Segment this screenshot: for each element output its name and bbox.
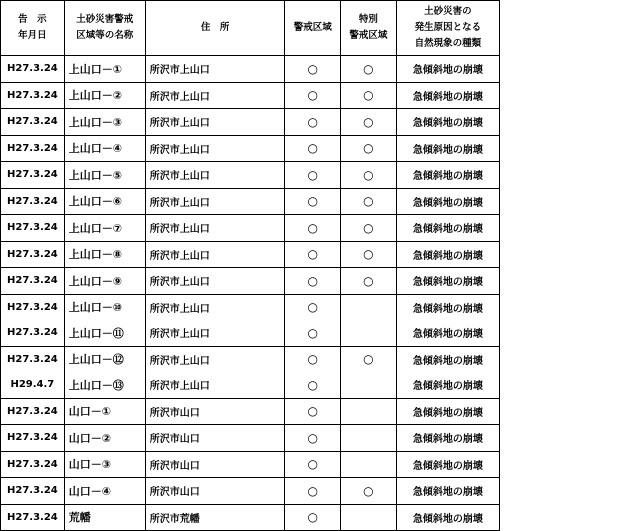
area-name-cell: 上山口－⑥ [64,188,145,215]
header-special-line2: 警戒区域 [349,30,388,41]
table-row [1,109,500,136]
special-zone-mark [341,372,397,398]
cause-cell: 急傾斜地の崩壊 [396,320,499,346]
date-cell: H27.3.24 [1,294,65,320]
warning-zone-mark: ○ [285,241,341,268]
table-row [1,425,500,452]
date-cell: H29.4.7 [1,372,65,398]
warning-zone-mark: ○ [285,215,341,242]
date-cell: H27.3.24 [1,451,65,478]
special-zone-mark [341,398,397,425]
cause-cell: 急傾斜地の崩壊 [396,451,499,478]
area-name-cell: 上山口－⑧ [64,241,145,268]
cause-cell: 急傾斜地の崩壊 [396,398,499,425]
address-cell: 所沢市上山口 [145,294,285,320]
special-zone-mark [341,425,397,452]
date-cell: H27.3.24 [1,215,65,242]
table-row [1,56,500,83]
area-name-cell: 山口－③ [64,451,145,478]
special-zone-mark [341,451,397,478]
header-special [341,1,397,56]
address-cell: 所沢市山口 [145,478,285,505]
header-special-line1: 特別 [358,14,378,25]
area-name-cell: 上山口－⑬ [64,372,145,398]
warning-zone-mark: ○ [285,188,341,215]
table-row [1,188,500,215]
area-name-cell: 上山口－⑩ [64,294,145,320]
area-name-cell: 上山口－① [64,56,145,83]
address-cell: 所沢市上山口 [145,241,285,268]
cause-cell: 急傾斜地の崩壊 [396,478,499,505]
date-cell: H27.3.24 [1,320,65,346]
cause-cell: 急傾斜地の崩壊 [396,294,499,320]
area-name-cell: 上山口－④ [64,135,145,162]
table-row [1,372,500,398]
cause-cell: 急傾斜地の崩壊 [396,346,499,372]
header-cause-line3: 自然現象の種類 [414,38,482,49]
warning-zone-mark: ○ [285,320,341,346]
special-zone-mark [341,504,397,531]
address-cell: 所沢市上山口 [145,56,285,83]
warning-zone-mark: ○ [285,162,341,189]
table-row [1,294,500,320]
date-cell: H27.3.24 [1,241,65,268]
warning-zone-mark: ○ [285,504,341,531]
special-zone-mark: ○ [341,346,397,372]
warning-zone-mark: ○ [285,451,341,478]
special-zone-mark [341,320,397,346]
cause-cell: 急傾斜地の崩壊 [396,504,499,531]
warning-zone-mark: ○ [285,82,341,109]
address-cell: 所沢市上山口 [145,268,285,295]
table-row [1,504,500,531]
date-cell: H27.3.24 [1,504,65,531]
address-cell: 所沢市上山口 [145,109,285,136]
address-cell: 所沢市上山口 [145,162,285,189]
table-row [1,268,500,295]
date-cell: H27.3.24 [1,398,65,425]
address-cell: 所沢市上山口 [145,372,285,398]
cause-cell: 急傾斜地の崩壊 [396,425,499,452]
area-name-cell: 山口－② [64,425,145,452]
cause-cell: 急傾斜地の崩壊 [396,268,499,295]
header-cause-line2: 発生原因となる [414,22,482,33]
table-row [1,320,500,346]
area-name-cell: 荒幡 [64,504,145,531]
cause-cell: 急傾斜地の崩壊 [396,241,499,268]
warning-zone-mark: ○ [285,372,341,398]
cause-cell: 急傾斜地の崩壊 [396,188,499,215]
date-cell: H27.3.24 [1,109,65,136]
special-zone-mark [341,294,397,320]
header-cause [396,1,499,56]
table-row [1,241,500,268]
header-name-line2: 区域等の名称 [76,30,134,41]
warning-zone-mark: ○ [285,346,341,372]
table-row [1,478,500,505]
header-address: 住 所 [145,1,285,56]
area-name-cell: 山口－④ [64,478,145,505]
date-cell: H27.3.24 [1,162,65,189]
address-cell: 所沢市上山口 [145,320,285,346]
date-cell: H27.3.24 [1,188,65,215]
warning-zone-mark: ○ [285,268,341,295]
special-zone-mark: ○ [341,82,397,109]
special-zone-mark: ○ [341,162,397,189]
table-row [1,135,500,162]
header-cause-line1: 土砂災害の [424,6,472,17]
warning-zone-mark: ○ [285,294,341,320]
cause-cell: 急傾斜地の崩壊 [396,215,499,242]
address-cell: 所沢市山口 [145,398,285,425]
area-name-cell: 上山口－③ [64,109,145,136]
address-cell: 所沢市上山口 [145,188,285,215]
header-date [1,1,65,56]
area-name-cell: 上山口－⑤ [64,162,145,189]
address-cell: 所沢市山口 [145,451,285,478]
address-cell: 所沢市上山口 [145,215,285,242]
header-name-line1: 土砂災害警戒 [76,14,134,25]
cause-cell: 急傾斜地の崩壊 [396,135,499,162]
date-cell: H27.3.24 [1,478,65,505]
cause-cell: 急傾斜地の崩壊 [396,372,499,398]
warning-zone-mark: ○ [285,56,341,83]
table-row [1,162,500,189]
header-date-line2: 年月日 [18,30,47,41]
cause-cell: 急傾斜地の崩壊 [396,56,499,83]
table-row [1,346,500,372]
area-name-cell: 上山口－⑦ [64,215,145,242]
special-zone-mark: ○ [341,215,397,242]
date-cell: H27.3.24 [1,135,65,162]
header-row [1,1,500,56]
address-cell: 所沢市山口 [145,425,285,452]
warning-zone-mark: ○ [285,109,341,136]
date-cell: H27.3.24 [1,82,65,109]
table-row [1,398,500,425]
cause-cell: 急傾斜地の崩壊 [396,162,499,189]
area-name-cell: 上山口－⑪ [64,320,145,346]
header-date-line1: 告 示 [18,14,47,25]
header-warning: 警戒区域 [285,1,341,56]
area-name-cell: 上山口－② [64,82,145,109]
address-cell: 所沢市荒幡 [145,504,285,531]
special-zone-mark: ○ [341,109,397,136]
warning-zone-mark: ○ [285,135,341,162]
table-row [1,215,500,242]
date-cell: H27.3.24 [1,56,65,83]
special-zone-mark: ○ [341,56,397,83]
area-name-cell: 山口－① [64,398,145,425]
header-name [64,1,145,56]
special-zone-mark: ○ [341,478,397,505]
date-cell: H27.3.24 [1,268,65,295]
special-zone-mark: ○ [341,135,397,162]
special-zone-mark: ○ [341,241,397,268]
address-cell: 所沢市上山口 [145,346,285,372]
area-name-cell: 上山口－⑨ [64,268,145,295]
date-cell: H27.3.24 [1,425,65,452]
warning-zone-mark: ○ [285,398,341,425]
date-cell: H27.3.24 [1,346,65,372]
cause-cell: 急傾斜地の崩壊 [396,82,499,109]
address-cell: 所沢市上山口 [145,82,285,109]
table-row [1,451,500,478]
cause-cell: 急傾斜地の崩壊 [396,109,499,136]
special-zone-mark: ○ [341,268,397,295]
address-cell: 所沢市上山口 [145,135,285,162]
special-zone-mark: ○ [341,188,397,215]
table-row [1,82,500,109]
warning-zone-mark: ○ [285,425,341,452]
warning-zone-mark: ○ [285,478,341,505]
area-name-cell: 上山口－⑫ [64,346,145,372]
